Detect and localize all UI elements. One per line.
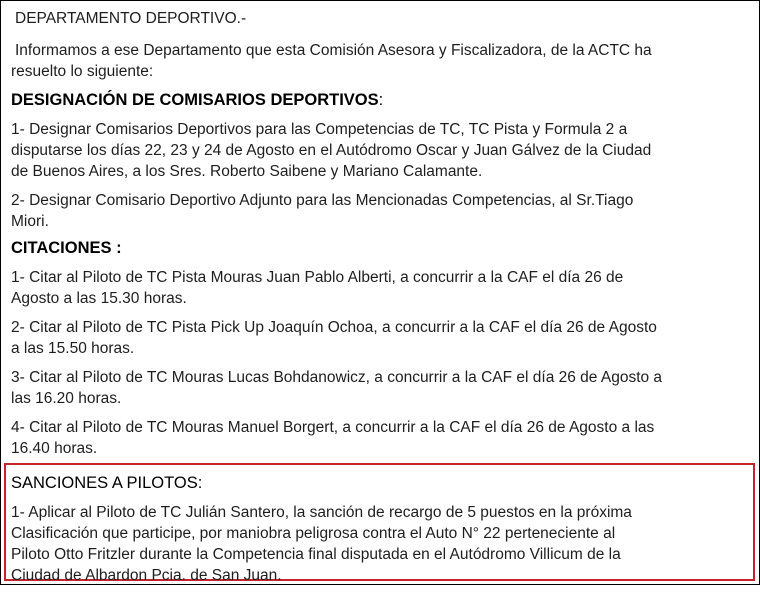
sanciones-items <box>11 502 751 586</box>
list-item <box>11 367 751 409</box>
intro-line: Informamos a ese Departamento que esta Comisión Asesora y Fiscalizadora, de la ACTC ha <box>15 42 652 59</box>
list-item-line: 16.40 horas. <box>11 440 98 457</box>
list-item-line: 2- Citar al Piloto de TC Pista Pick Up Joaquín Ochoa, a concurrir a la CAF el día 26 de Agosto <box>11 319 657 336</box>
section-title-text: DESIGNACIÓN DE COMISARIOS DEPORTIVOS <box>11 91 379 109</box>
intro-paragraph <box>11 40 751 82</box>
list-item-line: 1- Aplicar al Piloto de TC Julián Santero, la sanción de recargo de 5 puestos en la próxima <box>11 504 632 521</box>
list-item-line: 1- Citar al Piloto de TC Pista Mouras Juan Pablo Alberti, a concurrir a la CAF el día 26 de <box>11 269 624 286</box>
list-item-line: Clasificación que participe, por maniobra peligrosa contra el Auto N° 22 perteneciente al <box>11 525 616 542</box>
list-item <box>11 317 751 359</box>
department-header: DEPARTAMENTO DEPORTIVO.- <box>15 10 247 27</box>
list-item-line: a las 15.50 horas. <box>11 340 135 357</box>
section-title-text: CITACIONES : <box>11 239 122 257</box>
list-item-line: Miori. <box>11 213 49 230</box>
list-item <box>11 119 751 182</box>
intro-line: resuelto lo siguiente: <box>11 63 154 80</box>
list-item-line: 1- Designar Comisarios Deportivos para las Competencias de TC, TC Pista y Formula 2 a <box>11 121 628 138</box>
list-item <box>11 417 751 459</box>
citaciones-items <box>11 267 751 459</box>
list-item-line: Agosto a las 15.30 horas. <box>11 290 187 307</box>
section-title-citaciones <box>11 238 751 259</box>
list-item <box>11 267 751 309</box>
section-title-text: SANCIONES A PILOTOS: <box>11 474 203 492</box>
designacion-items <box>11 119 751 232</box>
document-body <box>11 8 751 594</box>
list-item-line: disputarse los días 22, 23 y 24 de Agosto en el Autódromo Oscar y Juan Gálvez de la Ciudad <box>11 142 652 159</box>
section-title-designacion <box>11 90 751 111</box>
list-item-line: 3- Citar al Piloto de TC Mouras Lucas Bohdanowicz, a concurrir a la CAF el día 26 de Agosto a <box>11 369 663 386</box>
list-item-line: 2- Designar Comisario Deportivo Adjunto para las Mencionadas Competencias, al Sr.Tiago <box>11 192 634 209</box>
list-item <box>11 190 751 232</box>
list-item-line: 4- Citar al Piloto de TC Mouras Manuel Borgert, a concurrir a la CAF el día 26 de Agosto a las <box>11 419 655 436</box>
list-item <box>11 502 751 586</box>
list-item-line: Piloto Otto Fritzler durante la Competencia final disputada en el Autódromo Villicum de la <box>11 546 621 563</box>
list-item-line: las 16.20 horas. <box>11 390 122 407</box>
list-item-line: Ciudad de Albardon Pcia. de San Juan. <box>11 567 282 584</box>
list-item-line: de Buenos Aires, a los Sres. Roberto Saibene y Mariano Calamante. <box>11 163 483 180</box>
section-title-sanciones <box>11 473 751 494</box>
section-title-suffix: : <box>378 91 384 109</box>
